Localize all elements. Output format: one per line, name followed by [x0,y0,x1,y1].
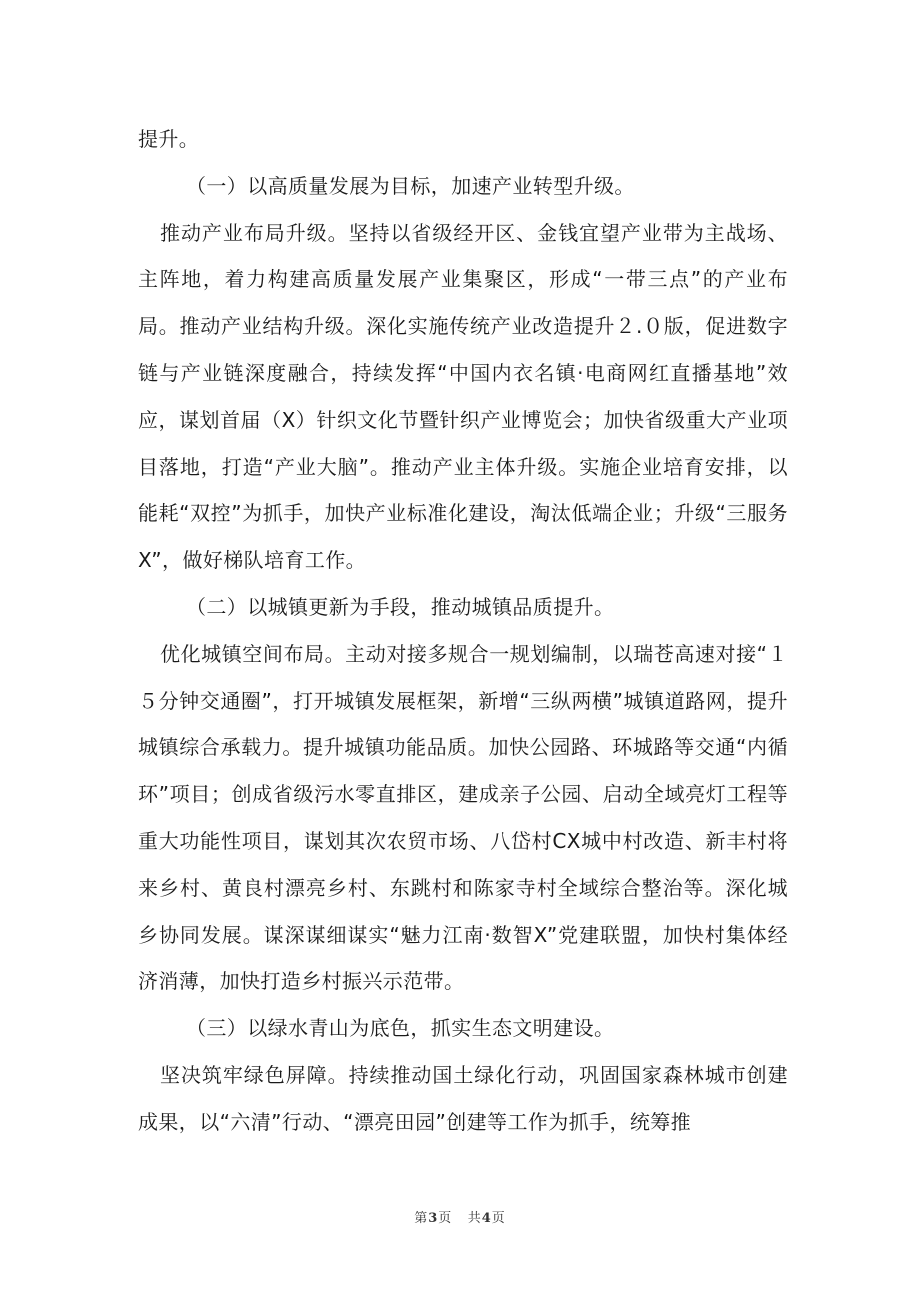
paragraph-continuation: 提升。 [138,127,200,151]
footer-page-word: 页 [438,1211,453,1226]
current-page-number: 3 [428,1211,439,1226]
footer-total-suffix: 页 [491,1211,506,1226]
paragraph-industry: 推动产业布局升级。坚持以省级经开区、金钱宜望产业带为主战场、主阵地，着力构建高质量发展产业集聚区，形成“一带三点”的产业布局。推动产业结构升级。深化实施传统产业改造提升２.０版，促进数字链与产业链深度融合，持续发挥“中国内衣名镇·电商网红直播基地”效应，谋划首届（X）针织文化节暨针织产业博览会；加快省级重大产业项目落地，打造“产业大脑”。推动产业主体升级。实施企业培育安排，以能耗“双控”为抓手，加快产业标准化建设，淘汰低端企业；升级“三服务X”，做好梯队培育工作。 [138,220,788,573]
section-heading-3: （三）以绿水青山为底色，抓实生态文明建设。 [186,1016,615,1041]
section-heading-2: （二）以城镇更新为手段，推动城镇品质提升。 [186,594,615,619]
section-heading-1: （一）以高质量发展为目标，加速产业转型升级。 [186,173,635,198]
footer-prefix: 第 [414,1211,429,1226]
footer-total-prefix: 共 [467,1211,482,1226]
page-footer [0,1207,920,1226]
paragraph-urban: 优化城镇空间布局。主动对接多规合一规划编制，以瑞苍高速对接“１５分钟交通圈”，打开城镇发展框架，新增“三纵两横”城镇道路网，提升城镇综合承载力。提升城镇功能品质。加快公园路、环城路等交通“内循环”项目；创成省级污水零直排区，建成亲子公园、启动全域亮灯工程等重大功能性项目，谋划其次农贸市场、八岱村CX城中村改造、新丰村将来乡村、黄良村漂亮乡村、东跳村和陈家寺村全域综合整治等。深化城乡协同发展。谋深谋细谋实“魅力江南·数智X”党建联盟，加快村集体经济消薄，加快打造乡村振兴示范带。 [138,641,788,994]
total-page-number: 4 [481,1211,492,1226]
paragraph-ecology: 坚决筑牢绿色屏障。持续推动国土绿化行动，巩固国家森林城市创建成果，以“六清”行动、“漂亮田园”创建等工作为抓手，统筹推 [138,1062,788,1134]
document-body [138,116,788,1146]
